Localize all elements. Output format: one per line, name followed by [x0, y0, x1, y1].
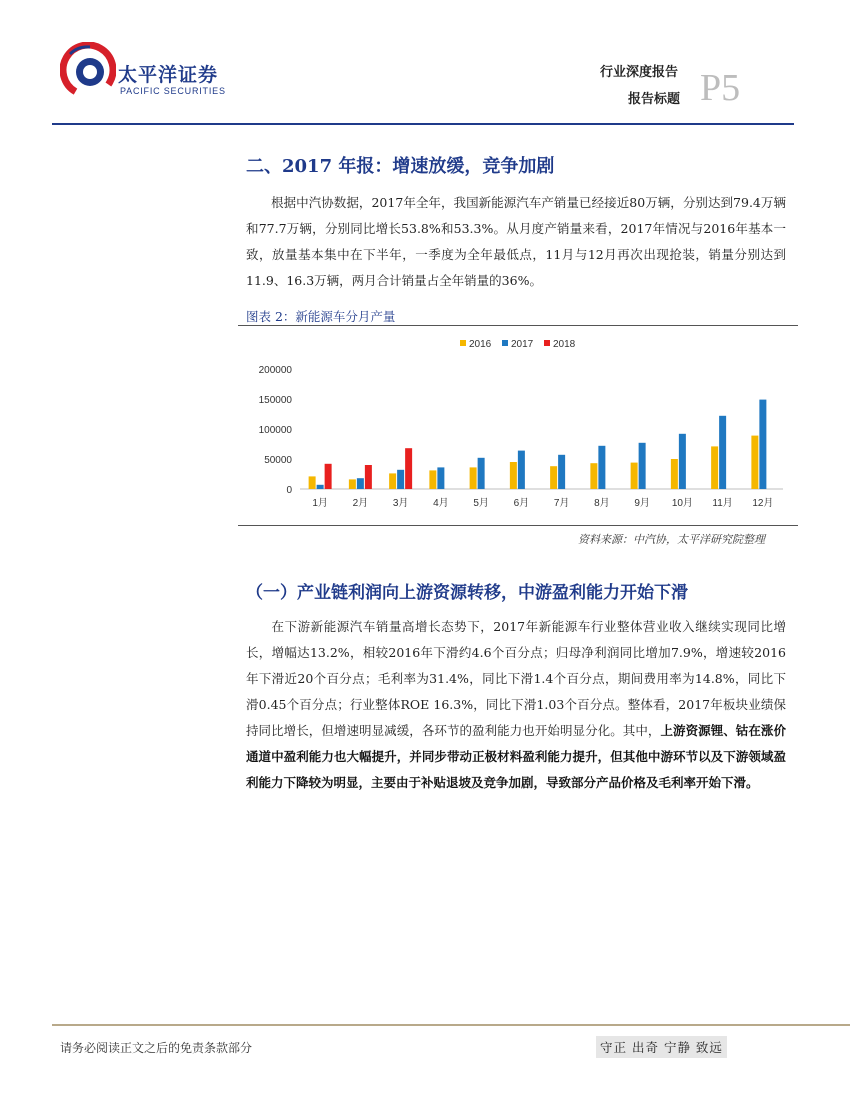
- y-tick-label: 0: [286, 485, 292, 496]
- x-tick-label: 11月: [712, 498, 733, 509]
- bar-2016: [510, 462, 517, 489]
- bar-2017: [357, 478, 364, 489]
- bar-2018: [405, 448, 412, 489]
- bar-2017: [317, 485, 324, 489]
- legend-swatch: [460, 340, 466, 346]
- x-tick-label: 2月: [352, 498, 369, 509]
- section-title: 二、2017 年报：增速放缓，竞争加剧: [246, 156, 555, 177]
- legend-swatch: [544, 340, 550, 346]
- bar-2017: [437, 467, 444, 489]
- logo-name-cn: 太平洋证券: [118, 64, 219, 86]
- bar-2017: [719, 416, 726, 489]
- bar-2017: [679, 434, 686, 489]
- y-tick-label: 50000: [264, 455, 292, 466]
- legend-label: 2017: [511, 339, 534, 350]
- bar-2018: [365, 465, 372, 489]
- x-tick-label: 8月: [594, 498, 610, 509]
- bar-2017: [598, 446, 605, 489]
- footer-divider: [52, 1024, 850, 1026]
- bar-2016: [349, 479, 356, 489]
- bar-2016: [671, 459, 678, 489]
- subsection-paragraph: [246, 614, 786, 796]
- bar-2016: [751, 436, 758, 489]
- x-tick-label: 10月: [671, 498, 693, 509]
- legend-label: 2018: [553, 339, 576, 350]
- x-tick-label: 7月: [553, 498, 570, 509]
- x-tick-label: 6月: [513, 498, 530, 509]
- bar-2017: [518, 451, 525, 489]
- footer-disclaimer: 请务必阅读正文之后的免责条款部分: [60, 1041, 253, 1055]
- x-tick-label: 3月: [392, 498, 409, 509]
- section-paragraph-text: 根据中汽协数据，2017年全年，我国新能源汽车产销量已经接近80万辆，分别达到79.4万辆和77.7万辆，分别同比增长53.8%和53.3%。从月度产销量来看，2017年情况与2016年基本一致，放量基本集中在下半年，一季度为全年最低点，11月与12月再次出现抢装，销量分别达到11.9、16.3万辆，两月合计销量占全年销量的36%。: [246, 195, 786, 288]
- report-type: 行业深度报告: [600, 65, 679, 80]
- bar-2016: [711, 446, 718, 489]
- subsection-title: （一）产业链利润向上游资源转移，中游盈利能力开始下滑: [246, 583, 688, 603]
- header-divider: [52, 123, 794, 125]
- bar-2016: [389, 473, 396, 489]
- x-tick-label: 9月: [634, 498, 650, 509]
- bar-2016: [631, 463, 638, 489]
- bar-2016: [550, 466, 557, 489]
- legend-swatch: [502, 340, 508, 346]
- subsection-paragraph-emphasis: 上游资源锂、钴在涨价通道中盈利能力也大幅提升，并同步带动正极材料盈利能力提升，但其他中游环节以及下游领域盈利能力下降较为明显，主要由于补贴退坡及竞争加剧，导致部分产品价格及毛利率开始下滑。: [246, 723, 786, 790]
- figure-caption: 图表 2：新能源车分月产量: [246, 309, 396, 324]
- x-tick-label: 1月: [312, 498, 328, 509]
- y-tick-label: 200000: [258, 365, 292, 376]
- bar-2017: [397, 470, 404, 489]
- bar-2017: [558, 455, 565, 489]
- y-tick-label: 150000: [258, 395, 292, 406]
- bar-2016: [429, 470, 436, 489]
- logo-name-en: PACIFIC SECURITIES: [120, 86, 226, 96]
- bar-2017: [759, 400, 766, 489]
- bar-2016: [470, 467, 477, 489]
- monthly-production-chart: [238, 326, 798, 524]
- company-logo-icon: [60, 42, 116, 98]
- x-tick-label: 4月: [433, 498, 449, 509]
- bar-2017: [639, 443, 646, 489]
- subsection-paragraph-text: 在下游新能源汽车销量高增长态势下，2017年新能源车行业整体营业收入继续实现同比增长，增幅达13.2%，相较2016年下滑约4.6个百分点；归母净利润同比增加7.9%，增速较2016年下滑近20个百分点；毛利率为31.4%，同比下滑1.4个百分点，期间费用率为14.8%，同比下滑0.45个百分点；行业整体ROE 16.3%，同比下滑1.03个百分点。整体看，2017年板块业绩保持同比增长，但增速明显减缓，各环节的盈利能力也开始明显分化。其中，: [246, 619, 786, 738]
- figure-bottom-rule: [238, 525, 798, 526]
- section-paragraph: [246, 190, 786, 294]
- bar-2017: [478, 458, 485, 489]
- bar-2016: [590, 463, 597, 489]
- y-tick-label: 100000: [258, 425, 292, 436]
- figure-source: 资料来源：中汽协，太平洋研究院整理: [578, 533, 765, 546]
- page-number: P5: [700, 67, 741, 109]
- footer-motto: 守正 出奇 宁静 致远: [596, 1036, 727, 1058]
- x-tick-label: 12月: [752, 498, 774, 509]
- bar-2016: [309, 476, 316, 489]
- bar-2018: [325, 464, 332, 489]
- legend-label: 2016: [469, 339, 492, 350]
- report-title: 报告标题: [628, 92, 681, 107]
- x-tick-label: 5月: [473, 498, 489, 509]
